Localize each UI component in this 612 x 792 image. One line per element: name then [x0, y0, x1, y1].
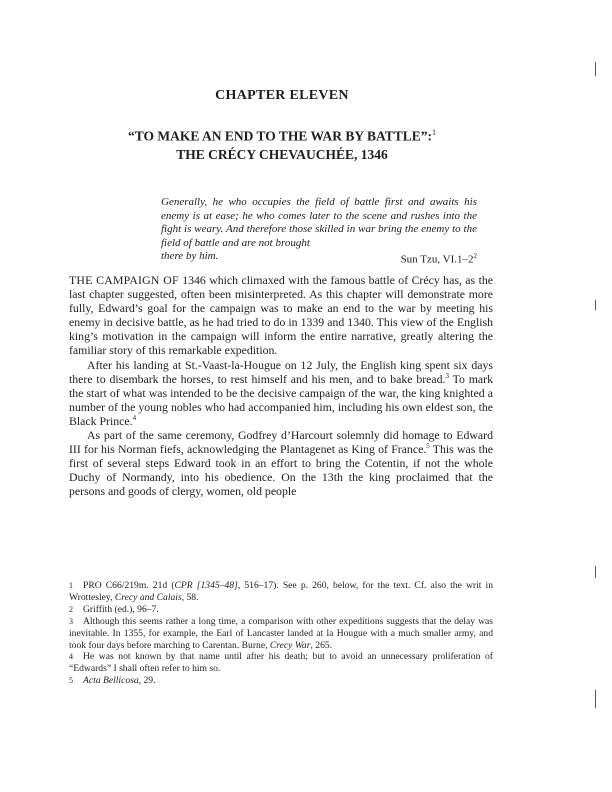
section-title-line-1: “TO MAKE AN END TO THE WAR BY BATTLE”:$^1$: [127, 128, 437, 144]
footnote-ref[interactable]: 2: [473, 252, 477, 261]
body-text: [69, 273, 493, 499]
footnote: 4 He was not known by that name until after his death; but to avoid an unnecessary proliferation of “Edwards” I shall often refer to him so.: [69, 651, 493, 675]
paragraph: As part of the same ceremony, Godfrey d’Harcourt solemnly did homage to Edward III for his Norman fiefs, acknowledging the Plantagenet as King of France.$^5$ This was the first of several steps Edward took in an effort to bring the Cotentin, if not the whole Duchy of Normandy, into his obedience. On the 13th the king proclaimed that the persons and goods of clergy, women, old people: [69, 428, 493, 499]
paragraph: After his landing at St.-Vaast-la-Hougue on 12 July, the English king spent six days there to disembark the horses, to rest himself and his men, and to bake bread.$^3$ To mark the start of what was intended to be the decisive campaign of the war, the king knighted a number of the young nobles who had accompanied him, including his own eldest son, the Black Prince.$^4$: [69, 357, 493, 428]
paragraph: THE CAMPAIGN OF 1346 which climaxed with the famous battle of Crécy has, as the last chapter suggested, often been misinterpreted. As this chapter will demonstrate more fully, Edward’s goal for the campaign was to make an end to the war by meeting his enemy in decisive battle, as he had tried to do in 1339 and 1340. This view of the English king’s motivation in the campaign will inform the entire narrative, greatly altering the familiar story of this remarkable expedition.: [69, 273, 493, 358]
footnote-ref[interactable]: 5: [426, 442, 430, 451]
footnote-ref[interactable]: 4: [132, 414, 137, 423]
scan-edge-mark: [595, 566, 596, 578]
footnote: 5 Acta Bellicosa, 29.: [69, 675, 156, 687]
footnote-number: 3: [69, 616, 73, 626]
footnote-ref[interactable]: 3: [445, 371, 449, 380]
footnote-number: 5: [69, 676, 73, 686]
epigraph-source: Sun Tzu, $VI.1-2^2$: [400, 252, 477, 267]
footnote: 2 Griffith (ed.), 96–7.: [69, 603, 159, 615]
scan-edge-mark: [595, 62, 596, 76]
section-title-line-2: THE CRÉCY CHEVAUCHÉE, 1346: [176, 146, 388, 162]
chapter-title: CHAPTER ELEVEN: [215, 88, 349, 103]
footnote-number: 1: [69, 581, 73, 590]
epigraph-text-end: there by him.: [161, 250, 219, 263]
epigraph: [161, 196, 477, 268]
section-title: [0, 124, 564, 164]
scan-edge-mark: [595, 690, 596, 708]
footnote-number: 2: [69, 604, 73, 614]
scan-edge-mark: [595, 300, 596, 310]
footnote-ref[interactable]: 1: [432, 128, 437, 137]
footnote-number: 4: [69, 652, 73, 662]
footnote: 1 PRO C66/219m. 21d (CPR [1345–48], 516–17). See p. 260, below, for the text. Cf. also the writ in Wrottesley, Crecy and Calais, 58.: [69, 580, 493, 603]
footnotes: [69, 580, 493, 687]
paragraph-lead: THE CAMPAIGN OF: [69, 273, 179, 287]
footnote: 3 Although this seems rather a long time, a comparison with other expeditions suggests that the delay was inevitable. In 1355, for example, the Earl of Lancaster landed at la Hougue with a much smaller army, and took four days before marching to Carentan. Burne, Crecy War, 265.: [69, 615, 493, 651]
epigraph-last-line: [161, 250, 477, 267]
epigraph-text: Generally, he who occupies the field of battle first and awaits his enemy is at ease; he who comes later to the scene and rushes into the fight is weary. And therefore those skilled in war bring the enemy to the field of battle and are not brought: [161, 196, 477, 249]
